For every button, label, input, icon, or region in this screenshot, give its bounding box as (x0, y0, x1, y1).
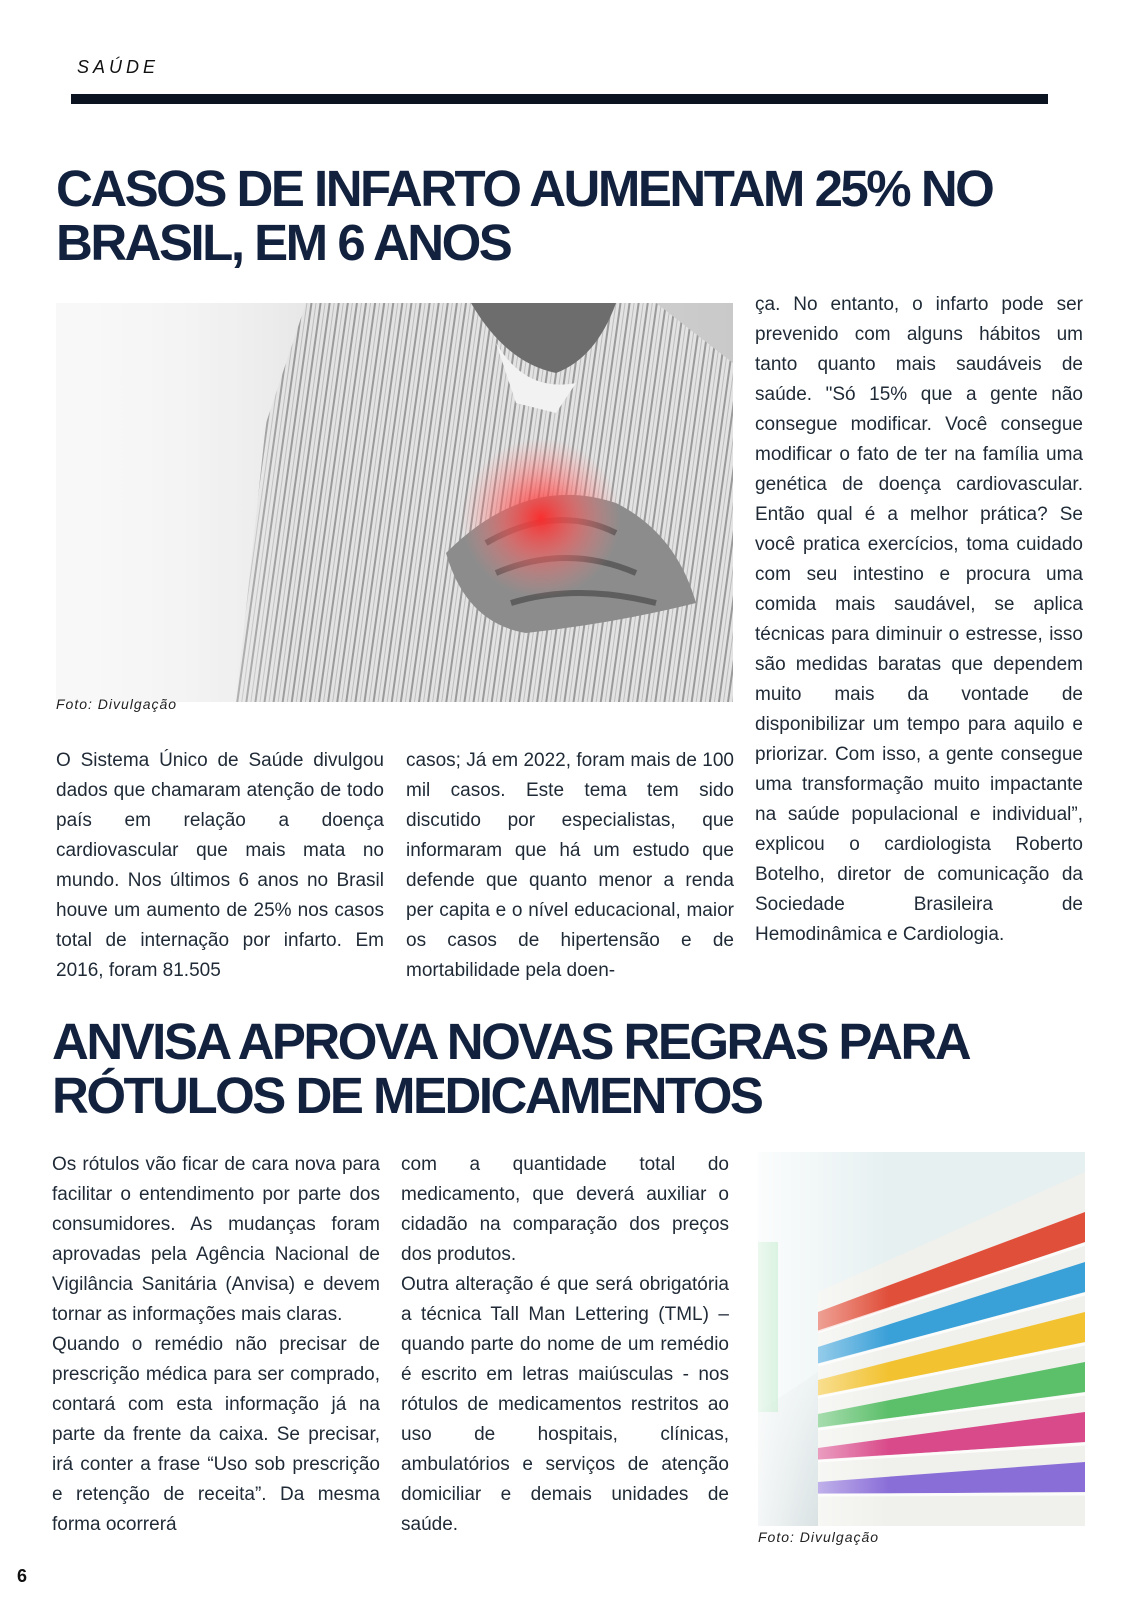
pharmacy-photo (758, 1152, 1085, 1526)
pharmacy-shelves-illustration (758, 1152, 1085, 1526)
heart-attack-illustration (56, 303, 733, 702)
article1-headline (56, 162, 1056, 270)
article2-column-2 (401, 1150, 729, 1540)
article2-photo-caption: Foto: Divulgação (758, 1529, 880, 1545)
article1-headline-line2: BRASIL, EM 6 ANOS (56, 214, 511, 271)
article2-headline (52, 1015, 1052, 1123)
page-number: 6 (17, 1566, 28, 1586)
article1-col2-text: casos; Já em 2022, foram mais de 100 mil casos. Este tema tem sido discutido por especialistas, que informaram que há um estudo que defende que quanto menor a renda per capita e o nível educacional, maior os casos de hipertensão e de mortabilidade pela doen- (406, 750, 734, 981)
article1-headline-line1: CASOS DE INFARTO AUMENTAM 25% NO (56, 160, 993, 217)
article1-column-3 (755, 290, 1083, 950)
article2-headline-line1: ANVISA APROVA NOVAS REGRAS PARA (52, 1013, 970, 1070)
article1-photo-caption: Foto: Divulgação (56, 696, 178, 712)
section-label: SAÚDE (77, 57, 160, 77)
article2-col2-paragraph-2: Outra alteração é que será obrigatória a técnica Tall Man Lettering (TML) – quando parte do nome de um remédio é escrito em letras maiúsculas - nos rótulos de medicamentos restritos ao uso de hospitais, clínicas, ambulatórios e serviços de atenção domiciliar e demais unidades de saúde. (401, 1274, 729, 1535)
article1-col3-text: ça. No entanto, o infarto pode ser prevenido com alguns hábitos um tanto quanto mais saudáveis de saúde. "Só 15% que a gente não consegue modificar. Você consegue modificar o fato de ter na família uma genética de doença cardiovascular. Então qual é a melhor prática? Se você pratica exercícios, toma cuidado com seu intestino e procura uma comida mais saudável, se aplica técnicas para diminuir o estresse, isso são medidas baratas que dependem muito mais da vontade de disponibilizar um tempo para aquilo e priorizar. Com isso, a gente consegue uma transformação muito impactante na saúde populacional e individual”, explicou o cardiologista Roberto Botelho, diretor de comunicação da Sociedade Brasileira de Hemodinâmica e Cardiologia. (755, 294, 1083, 945)
article2-headline-line2: RÓTULOS DE MEDICAMENTOS (52, 1067, 762, 1124)
article2-col1-paragraph-1: Os rótulos vão ficar de cara nova para facilitar o entendimento por parte dos consumidores. As mudanças foram aprovadas pela Agência Nacional de Vigilância Sanitária (Anvisa) e devem tornar as informações mais claras. (52, 1154, 380, 1325)
article1-col1-text: O Sistema Único de Saúde divulgou dados que chamaram atenção de todo país em relação a doença cardiovascular que mais mata no mundo. Nos últimos 6 anos no Brasil houve um aumento de 25% nos casos total de internação por infarto. Em 2016, foram 81.505 (56, 750, 384, 981)
heart-attack-photo (56, 303, 733, 702)
article1-column-1 (56, 746, 384, 986)
article2-col1-paragraph-2: Quando o remédio não precisar de prescrição médica para ser comprado, contará com esta informação já na parte da frente da caixa. Se precisar, irá conter a frase “Uso sob prescrição e retenção de receita”. Da mesma forma ocorrerá (52, 1334, 380, 1535)
top-rule (71, 94, 1048, 104)
article2-col2-paragraph-1: com a quantidade total do medicamento, que deverá auxiliar o cidadão na comparação dos preços dos produtos. (401, 1154, 729, 1265)
article2-column-1 (52, 1150, 380, 1540)
article1-column-2 (406, 746, 734, 986)
